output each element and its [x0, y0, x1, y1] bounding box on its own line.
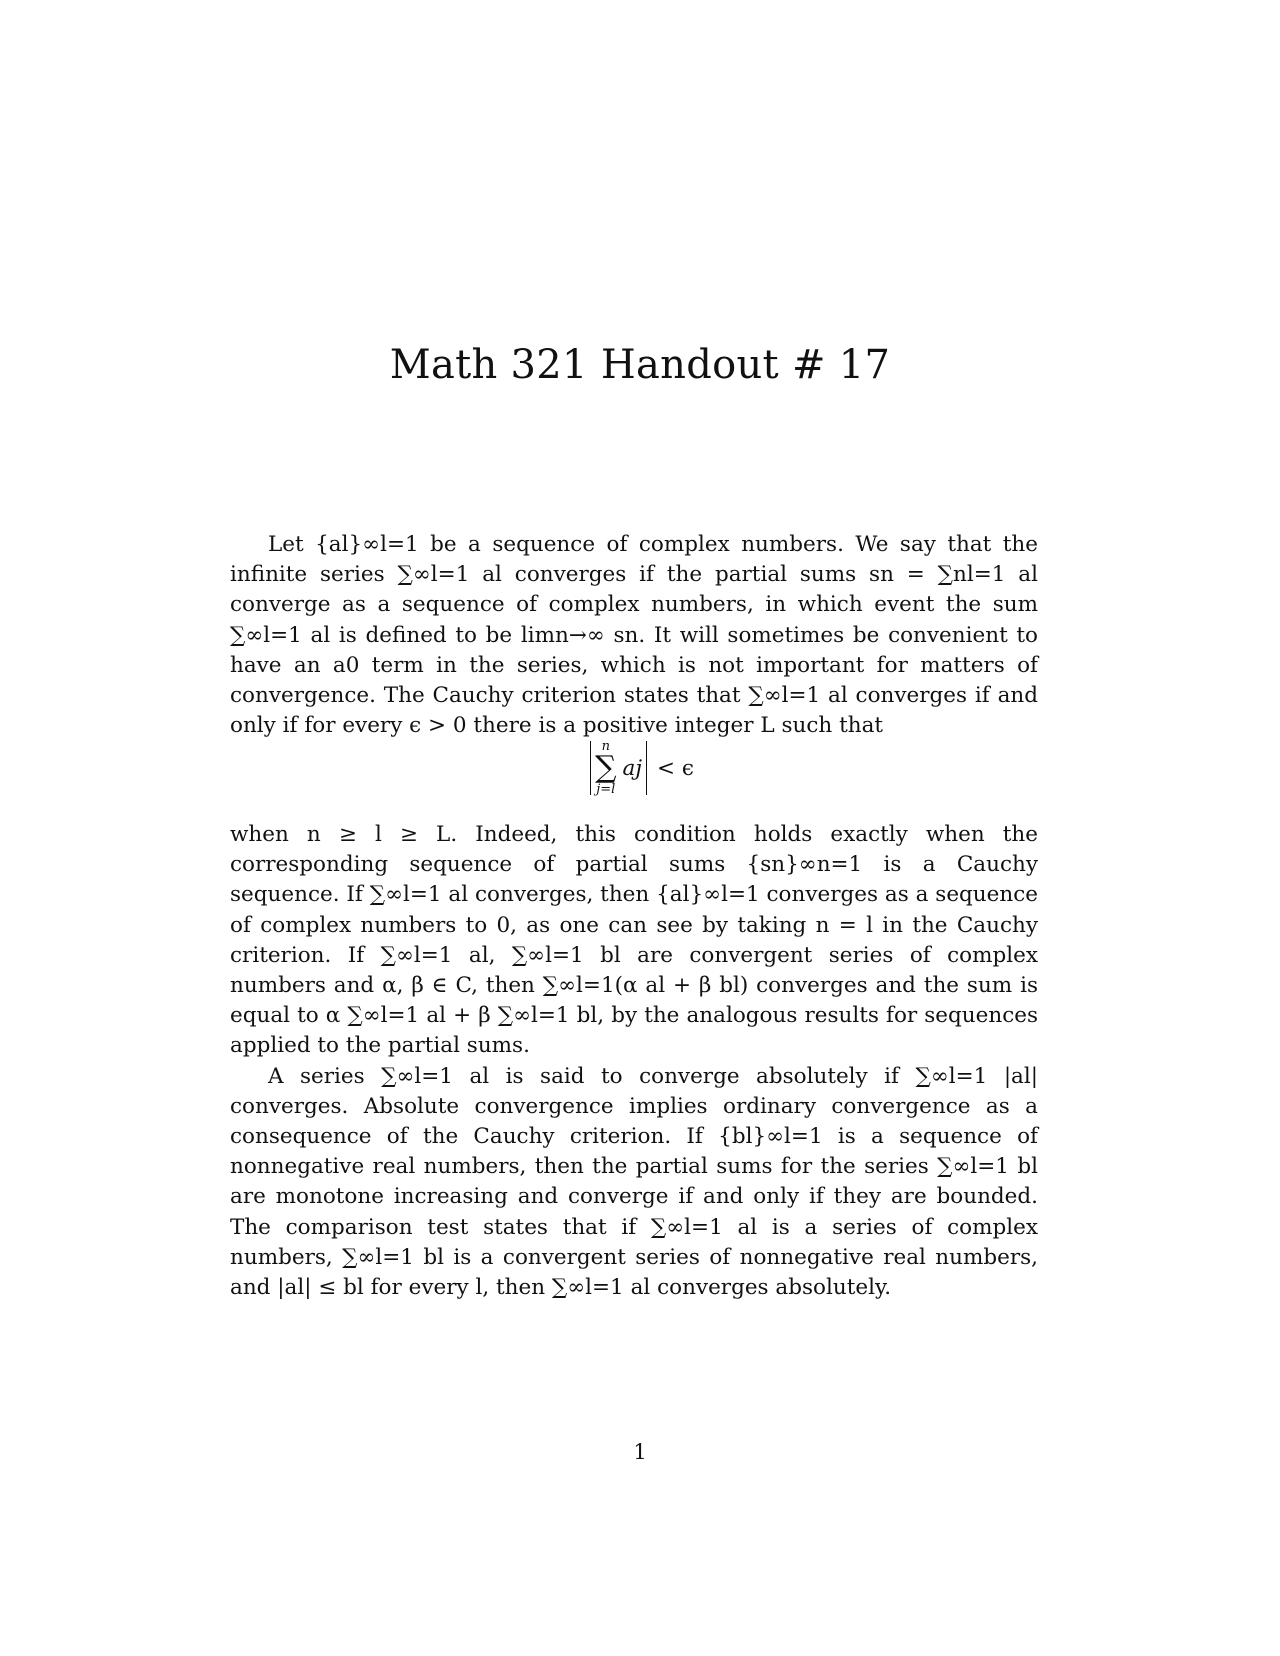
- sum-symbol: [595, 740, 616, 796]
- sum-lower-limit: j=l: [596, 782, 616, 797]
- paragraph-3-text: A series ∑∞l=1 al is said to converge absolutely if ∑∞l=1 |al| converges. Absolute convergence implies ordinary convergence as a consequence of the Cauchy criterion. If {bl}∞l=1 is a sequence of nonnegative real numbers, then the partial sums for the series ∑∞l=1 bl are monotone increasing and converge if and only if they are bounded. The comparison test states that if ∑∞l=1 al is a series of complex numbers, ∑∞l=1 bl is a convergent series of nonnegative real numbers, and |al| ≤ bl for every l, then ∑∞l=1 al converges absolutely.: [230, 1063, 1038, 1301]
- paragraph-2-text: when n ≥ l ≥ L. Indeed, this condition holds exactly when the corresponding sequence of partial sums {sn}∞n=1 is a Cauchy sequence. If ∑∞l=1 al converges, then {al}∞l=1 converges as a sequence of complex numbers to 0, as one can see by taking n = l in the Cauchy criterion. If ∑∞l=1 al, ∑∞l=1 bl are convergent series of complex numbers and α, β ∈ C, then ∑∞l=1(α al + β bl) converges and the sum is equal to α ∑∞l=1 al + β ∑∞l=1 bl, by the analogous results for sequences applied to the partial sums.: [230, 822, 1038, 1059]
- paragraph-block-2: [230, 820, 1038, 1303]
- display-equation: [0, 738, 1280, 798]
- paragraph-1: [230, 530, 1038, 741]
- abs-bar-right: [646, 741, 647, 795]
- sum-summand: aj: [622, 755, 642, 781]
- sum-upper-limit: n: [601, 739, 610, 754]
- page-title: Math 321 Handout # 17: [389, 342, 891, 388]
- page-number: 1: [633, 1440, 647, 1464]
- equation-relation: < ϵ: [657, 755, 694, 781]
- sigma-glyph: ∑: [595, 750, 617, 785]
- paragraph-1-text: Let {al}∞l=1 be a sequence of complex numbers. We say that the infinite series ∑∞l=1 al converges if the partial sums sn = ∑nl=1 al converge as a sequence of complex numbers, in which event the sum ∑∞l=1 al is defined to be limn→∞ sn. It will sometimes be convenient to have an a0 term in the series, which is not important for matters of convergence. The Cauchy criterion states that ∑∞l=1 al converges if and only if for every ϵ > 0 there is a positive integer L such that: [230, 532, 1038, 739]
- abs-bar-left: [590, 741, 591, 795]
